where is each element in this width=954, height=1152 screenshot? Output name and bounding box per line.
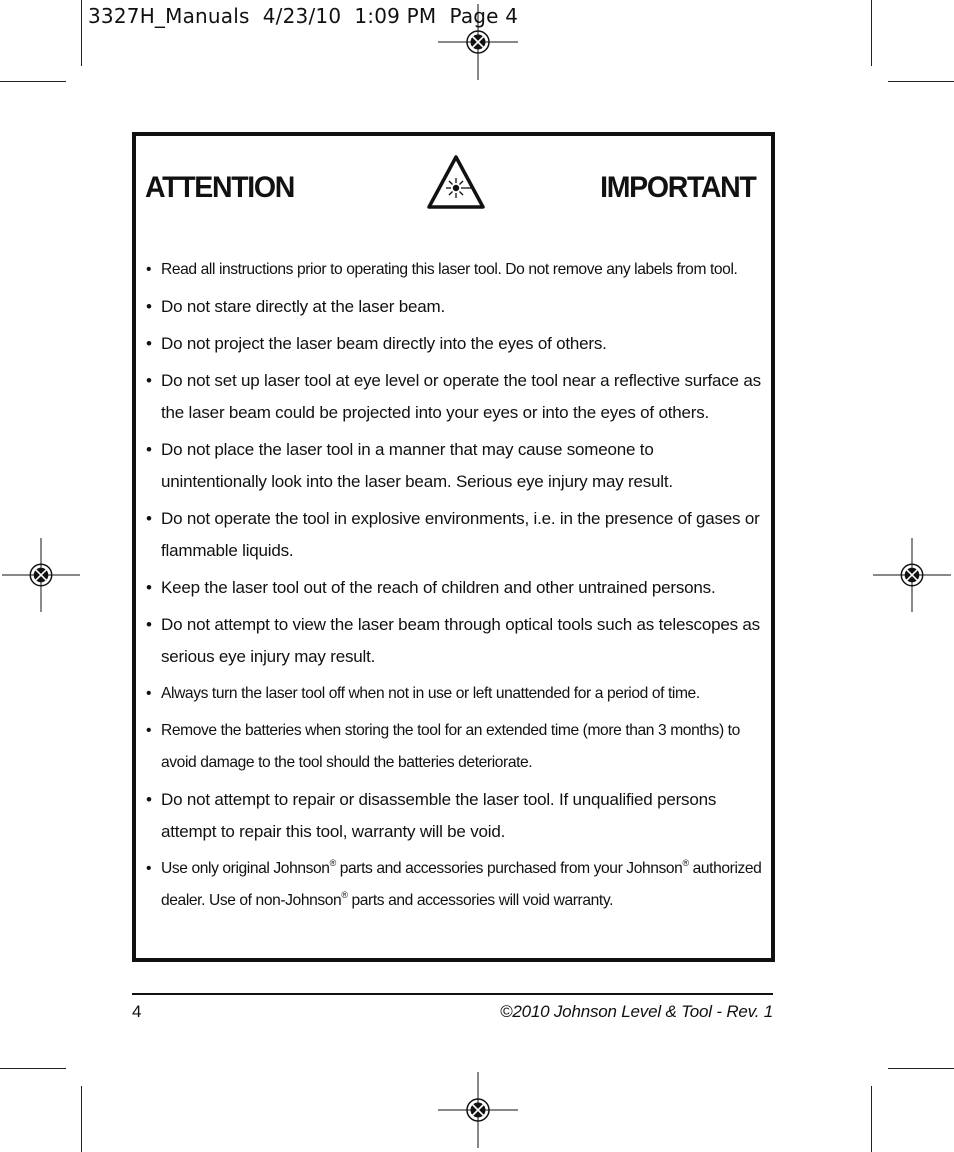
bullet: •	[146, 615, 152, 634]
bullet: •	[146, 685, 152, 702]
page-number: 4	[132, 1002, 142, 1021]
crop-mark-bottom-left-vertical	[81, 1086, 82, 1152]
list-item: • Do not stare directly at the laser beam.	[146, 291, 762, 323]
list-item: • Use only original Johnson® parts and accessories purchased from your Johnson® authorized dealer. Use of non-Johnson® parts and accessories will void warranty.	[146, 853, 762, 917]
bullet: •	[146, 297, 152, 316]
crop-mark-top-right-vertical	[871, 0, 872, 66]
list-item: • Do not attempt to repair or disassemble the laser tool. If unqualified persons attempt to repair this tool, warranty will be void.	[146, 784, 762, 848]
list-item: • Do not place the laser tool in a manner that may cause someone to unintentionally look into the laser beam. Serious eye injury may result.	[146, 434, 762, 498]
laser-warning-icon	[426, 154, 486, 212]
list-item: • Always turn the laser tool off when not in use or left unattended for a period of time.	[146, 678, 762, 710]
safety-rules-list	[146, 254, 762, 922]
bullet: •	[146, 261, 152, 278]
list-item: • Remove the batteries when storing the tool for an extended time (more than 3 months) to avoid damage to the tool should the batteries deteriorate.	[146, 715, 762, 779]
bullet: •	[146, 860, 152, 877]
list-item: • Do not operate the tool in explosive environments, i.e. in the presence of gases or flammable liquids.	[146, 503, 762, 567]
registered-mark: ®	[341, 890, 348, 900]
crop-mark-bottom-right-horizontal	[888, 1068, 954, 1069]
list-item: • Do not attempt to view the laser beam through optical tools such as telescopes as serious eye injury may result.	[146, 609, 762, 673]
heading-attention: ATTENTION	[145, 171, 294, 204]
registration-mark-bottom-icon	[438, 1070, 518, 1150]
crop-mark-top-right-horizontal	[888, 81, 954, 82]
copyright-notice: ©2010 Johnson Level & Tool - Rev. 1	[500, 1002, 773, 1021]
crop-mark-top-left-vertical	[81, 0, 82, 66]
print-slug: 3327H_Manuals 4/23/10 1:09 PM Page 4	[88, 4, 519, 28]
list-item: • Read all instructions prior to operating this laser tool. Do not remove any labels from tool.	[146, 254, 762, 286]
list-item: • Keep the laser tool out of the reach of children and other untrained persons.	[146, 572, 762, 604]
bullet: •	[146, 334, 152, 353]
safety-warning-box	[132, 132, 775, 962]
heading-important: IMPORTANT	[599, 171, 755, 204]
registered-mark: ®	[682, 858, 689, 868]
footer-divider	[132, 993, 773, 995]
list-item: • Do not set up laser tool at eye level or operate the tool near a reflective surface as the laser beam could be projected into your eyes or into the eyes of others.	[146, 365, 762, 429]
list-item: • Do not project the laser beam directly into the eyes of others.	[146, 328, 762, 360]
registration-mark-top-icon	[438, 2, 518, 82]
registration-mark-right-icon	[873, 536, 951, 614]
bullet: •	[146, 509, 152, 528]
bullet: •	[146, 371, 152, 390]
crop-mark-bottom-right-vertical	[871, 1086, 872, 1152]
bullet: •	[146, 440, 152, 459]
registration-mark-left-icon	[2, 536, 80, 614]
crop-mark-top-left-horizontal	[0, 81, 66, 82]
bullet: •	[146, 578, 152, 597]
bullet: •	[146, 790, 152, 809]
bullet: •	[146, 722, 152, 739]
crop-mark-bottom-left-horizontal	[0, 1068, 66, 1069]
registered-mark: ®	[329, 858, 336, 868]
